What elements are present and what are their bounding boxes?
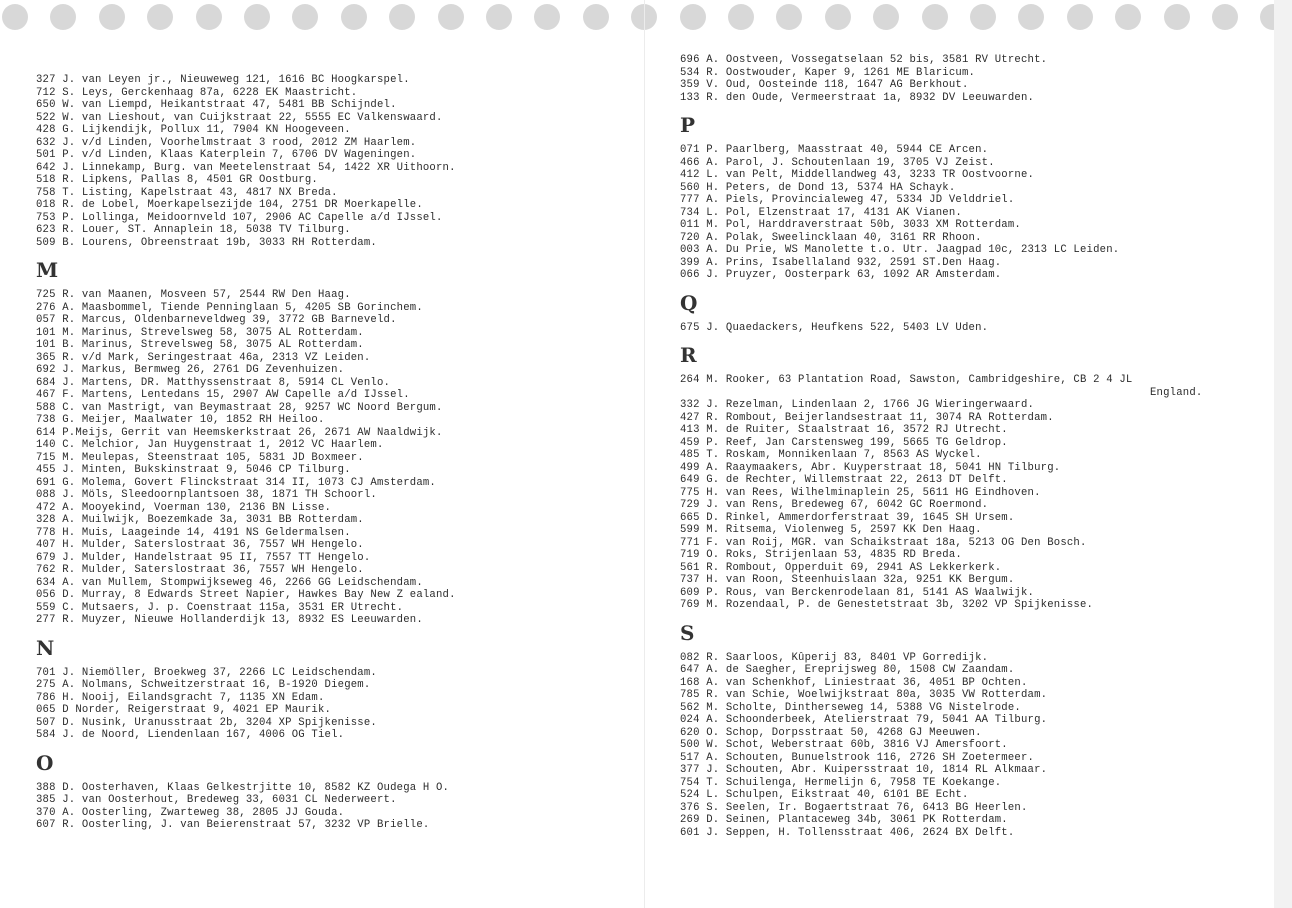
member-entry: 275 A. Nolmans, Schweitzerstraat 16, B-1920 Diegem. xyxy=(36,679,371,691)
member-entry: 696 A. Oostveen, Vossegatselaan 52 bis, 3581 RV Utrecht. xyxy=(680,54,1048,66)
member-entry: 407 H. Mulder, Saterslostraat 36, 7557 WH Hengelo. xyxy=(36,539,364,551)
member-entry: 623 R. Louer, ST. Annaplein 18, 5038 TV Tilburg. xyxy=(36,224,351,236)
member-entry: 777 A. Piels, Provincialeweg 47, 5334 JD Velddriel. xyxy=(680,194,1015,206)
binder-hole xyxy=(922,4,948,30)
member-entry: 785 R. van Schie, Woelwijkstraat 80a, 3035 VW Rotterdam. xyxy=(680,689,1048,701)
section-letter: S xyxy=(680,620,695,645)
member-entry: 560 H. Peters, de Dond 13, 5374 HA Schayk. xyxy=(680,181,956,194)
binder-hole xyxy=(341,4,367,30)
member-entry: 719 O. Roks, Strijenlaan 53, 4835 RD Breda. xyxy=(680,549,962,561)
member-entry: 066 J. Pruyzer, Oosterpark 63, 1092 AR Amsterdam. xyxy=(680,269,1002,281)
member-entry: 018 R. de Lobel, Moerkapelsezijde 104, 2751 DR Moerkapelle. xyxy=(36,199,423,211)
binder-hole xyxy=(583,4,609,30)
binder-hole xyxy=(1067,4,1093,30)
member-entry: 634 A. van Mullem, Stompwijkseweg 46, 2266 GG Leidschendam. xyxy=(36,576,423,589)
right-column xyxy=(680,54,1280,839)
binder-hole xyxy=(50,4,76,30)
member-entry: 738 G. Meijer, Maalwater 10, 1852 RH Heiloo. xyxy=(36,414,325,426)
member-entry: 588 C. van Mastrigt, van Beymastraat 28, 9257 WC Noord Bergum. xyxy=(36,401,443,414)
member-entry: 057 R. Marcus, Oldenbarneveldweg 39, 3772 GB Barneveld. xyxy=(36,314,397,326)
member-entry: 769 M. Rozendaal, P. de Genestetstraat 3b, 3202 VP Spijkenisse. xyxy=(680,599,1094,611)
member-entry: 737 H. van Roon, Steenhuislaan 32a, 9251 KK Bergum. xyxy=(680,574,1015,586)
binder-hole xyxy=(2,4,28,30)
binder-hole xyxy=(776,4,802,30)
member-entry: 065 D Norder, Reigerstraat 9, 4021 EP Maurik. xyxy=(36,704,332,716)
binder-hole xyxy=(486,4,512,30)
member-entry: 725 R. van Maanen, Mosveen 57, 2544 RW Den Haag. xyxy=(36,289,351,301)
left-column xyxy=(36,74,636,832)
member-entry: 385 J. van Oosterhout, Bredeweg 33, 6031 CL Nederweert. xyxy=(36,794,397,806)
page-fold xyxy=(644,0,645,908)
member-entry: 327 J. van Leyen jr., Nieuweweg 121, 1616 BC Hoogkarspel. xyxy=(36,74,410,86)
member-entry: 715 M. Meulepas, Steenstraat 105, 5831 JD Boxmeer. xyxy=(36,451,364,464)
member-entry: 269 D. Seinen, Plantaceweg 34b, 3061 PK Rotterdam. xyxy=(680,814,1008,826)
member-entry: 399 A. Prins, Isabellaland 932, 2591 ST.Den Haag. xyxy=(680,256,1002,269)
member-entry: 011 M. Pol, Harddraverstraat 50b, 3033 XM Rotterdam. xyxy=(680,219,1021,231)
member-entry: 778 H. Muis, Laageinde 14, 4191 NS Geldermalsen. xyxy=(36,526,351,539)
member-entry: 607 R. Oosterling, J. van Beierenstraat 57, 3232 VP Brielle. xyxy=(36,819,430,831)
member-entry: 786 H. Nooij, Eilandsgracht 7, 1135 XN Edam. xyxy=(36,691,325,704)
member-entry: 388 D. Oosterhaven, Klaas Gelkestrjitte 10, 8582 KZ Oudega H O. xyxy=(36,781,450,794)
member-entry: 762 R. Mulder, Saterslostraat 36, 7557 WH Hengelo. xyxy=(36,564,364,576)
member-entry: 522 W. van Lieshout, van Cuijkstraat 22, 5555 EC Valkenswaard. xyxy=(36,111,443,124)
member-entry: 455 J. Minten, Bukskinstraat 9, 5046 CP Tilburg. xyxy=(36,464,351,476)
member-entry: 620 O. Schop, Dorpsstraat 50, 4268 GJ Meeuwen. xyxy=(680,726,982,739)
binder-hole xyxy=(1018,4,1044,30)
member-entry: 276 A. Maasbommel, Tiende Penninglaan 5, 4205 SB Gorinchem. xyxy=(36,301,423,314)
member-entry: 584 J. de Noord, Liendenlaan 167, 4006 OG Tiel. xyxy=(36,729,345,741)
binder-hole xyxy=(825,4,851,30)
member-entry: 712 S. Leys, Gerckenhaag 87a, 6228 EK Maastricht. xyxy=(36,86,358,99)
member-entry: 517 A. Schouten, Bunuelstrook 116, 2726 SH Zoetermeer. xyxy=(680,751,1035,764)
member-entry: England. xyxy=(1150,386,1203,399)
binder-hole xyxy=(1115,4,1141,30)
member-entry: 277 R. Muyzer, Nieuwe Hollanderdijk 13, 8932 ES Leeuwarden. xyxy=(36,614,423,626)
binder-hole xyxy=(389,4,415,30)
member-entry: 647 A. de Saegher, Ereprijsweg 80, 1508 CW Zaandam. xyxy=(680,664,1015,676)
member-entry: 650 W. van Liempd, Heikantstraat 47, 5481 BB Schijndel. xyxy=(36,99,397,111)
member-entry: 775 H. van Rees, Wilhelminaplein 25, 5611 HG Eindhoven. xyxy=(680,486,1041,499)
member-entry: 601 J. Seppen, H. Tollensstraat 406, 2624 BX Delft. xyxy=(680,826,1015,839)
member-entry: 500 W. Schot, Weberstraat 60b, 3816 VJ Amersfoort. xyxy=(680,739,1008,751)
binder-hole xyxy=(970,4,996,30)
binder-hole xyxy=(873,4,899,30)
member-entry: 003 A. Du Prie, WS Manolette t.o. Utr. Jaagpad 10c, 2313 LC Leiden. xyxy=(680,244,1120,256)
member-entry: 056 D. Murray, 8 Edwards Street Napier, Hawkes Bay New Z ealand. xyxy=(36,589,456,601)
member-entry: 088 J. Möls, Sleedoornplantsoen 38, 1871 TH Schoorl. xyxy=(36,489,377,501)
member-entry: 082 R. Saarloos, Kûperij 83, 8401 VP Gorredijk. xyxy=(680,651,989,664)
member-entry: 559 C. Mutsaers, J. p. Coenstraat 115a, 3531 ER Utrecht. xyxy=(36,601,404,614)
member-entry: 413 M. de Ruiter, Staalstraat 16, 3572 RJ Utrecht. xyxy=(680,424,1008,436)
binder-hole xyxy=(196,4,222,30)
member-entry: 412 L. van Pelt, Middellandweg 43, 3233 TR Oostvoorne. xyxy=(680,169,1035,181)
member-entry: 376 S. Seelen, Ir. Bogaertstraat 76, 6413 BG Heerlen. xyxy=(680,801,1028,814)
section-letter: O xyxy=(36,750,54,775)
member-entry: 507 D. Nusink, Uranusstraat 2b, 3204 XP Spijkenisse. xyxy=(36,716,377,729)
binder-hole xyxy=(292,4,318,30)
member-entry: 328 A. Muilwijk, Boezemkade 3a, 3031 BB Rotterdam. xyxy=(36,514,364,526)
binder-hole xyxy=(99,4,125,30)
member-entry: 467 F. Martens, Lentedans 15, 2907 AW Capelle a/d IJssel. xyxy=(36,389,410,401)
member-entry: 499 A. Raaymaakers, Abr. Kuyperstraat 18, 5041 HN Tilburg. xyxy=(680,461,1061,474)
member-entry: 332 J. Rezelman, Lindenlaan 2, 1766 JG Wieringerwaard. xyxy=(680,399,1035,411)
binder-hole xyxy=(728,4,754,30)
member-entry: 466 A. Parol, J. Schoutenlaan 19, 3705 VJ Zeist. xyxy=(680,156,995,169)
member-entry: 518 R. Lipkens, Pallas 8, 4501 GR Oostburg. xyxy=(36,174,318,186)
section-letter: Q xyxy=(680,290,698,315)
member-entry: 720 A. Polak, Sweelincklaan 40, 3161 RR Rhoon. xyxy=(680,231,982,244)
member-entry: 168 A. van Schenkhof, Liniestraat 36, 4051 BP Ochten. xyxy=(680,676,1028,689)
member-entry: 264 M. Rooker, 63 Plantation Road, Sawston, Cambridgeshire, CB 2 4 JL xyxy=(680,374,1133,386)
member-entry: 365 R. v/d Mark, Seringestraat 46a, 2313 VZ Leiden. xyxy=(36,351,371,364)
member-entry: 485 T. Roskam, Monnikenlaan 7, 8563 AS Wyckel. xyxy=(680,449,982,461)
member-entry: 101 B. Marinus, Strevelsweg 58, 3075 AL Rotterdam. xyxy=(36,339,364,351)
member-entry: 562 M. Scholte, Dintherseweg 14, 5388 VG Nistelrode. xyxy=(680,701,1021,714)
member-entry: 692 J. Markus, Bermweg 26, 2761 DG Zevenhuizen. xyxy=(36,364,345,376)
member-entry: 427 R. Rombout, Beijerlandsestraat 11, 3074 RA Rotterdam. xyxy=(680,411,1054,424)
member-entry: 642 J. Linnekamp, Burg. van Meetelenstraat 54, 1422 XR Uithoorn. xyxy=(36,161,456,174)
binder-hole xyxy=(244,4,270,30)
member-entry: 024 A. Schoonderbeek, Atelierstraat 79, 5041 AA Tilburg. xyxy=(680,714,1048,726)
member-entry: 684 J. Martens, DR. Matthyssenstraat 8, 5914 CL Venlo. xyxy=(36,376,391,389)
member-entry: 509 B. Lourens, Obreenstraat 19b, 3033 RH Rotterdam. xyxy=(36,236,377,249)
member-entry: 679 J. Mulder, Handelstraat 95 II, 7557 TT Hengelo. xyxy=(36,551,371,564)
binder-hole xyxy=(680,4,706,30)
member-entry: 665 D. Rinkel, Ammerdorferstraat 39, 1645 SH Ursem. xyxy=(680,511,1015,524)
member-entry: 758 T. Listing, Kapelstraat 43, 4817 NX Breda. xyxy=(36,186,338,199)
member-entry: 649 G. de Rechter, Willemstraat 22, 2613 DT Delft. xyxy=(680,474,1008,486)
member-entry: 428 G. Lijkendijk, Pollux 11, 7904 KN Hoogeveen. xyxy=(36,124,351,136)
member-entry: 734 L. Pol, Elzenstraat 17, 4131 AK Vianen. xyxy=(680,206,962,219)
member-entry: 377 J. Schouten, Abr. Kuipersstraat 10, 1814 RL Alkmaar. xyxy=(680,764,1048,776)
member-entry: 501 P. v/d Linden, Klaas Katerplein 7, 6706 DV Wageningen. xyxy=(36,149,417,161)
binder-hole xyxy=(534,4,560,30)
member-entry: 632 J. v/d Linden, Voorhelmstraat 3 rood, 2012 ZM Haarlem. xyxy=(36,136,417,149)
member-entry: 472 A. Mooyekind, Voerman 130, 2136 BN Lisse. xyxy=(36,501,332,514)
binder-holes xyxy=(0,4,1292,34)
member-entry: 459 P. Reef, Jan Carstensweg 199, 5665 TG Geldrop. xyxy=(680,436,1008,449)
member-entry: 771 F. van Roij, MGR. van Schaikstraat 18a, 5213 OG Den Bosch. xyxy=(680,536,1087,549)
member-entry: 729 J. van Rens, Bredeweg 67, 6042 GC Roermond. xyxy=(680,499,989,511)
member-entry: 753 P. Lollinga, Meidoornveld 107, 2906 AC Capelle a/d IJssel. xyxy=(36,211,443,224)
member-entry: 599 M. Ritsema, Violenweg 5, 2597 KK Den Haag. xyxy=(680,524,982,536)
section-letter: P xyxy=(680,113,696,137)
section-letter: N xyxy=(36,635,55,660)
binder-hole xyxy=(438,4,464,30)
member-entry: 614 P.Meijs, Gerrit van Heemskerkstraat 26, 2671 AW Naaldwijk. xyxy=(36,426,443,439)
section-letter: R xyxy=(680,343,697,367)
member-entry: 534 R. Oostwouder, Kaper 9, 1261 ME Blaricum. xyxy=(680,66,976,79)
section-letter: M xyxy=(36,258,59,282)
binder-hole xyxy=(147,4,173,30)
binder-hole xyxy=(1212,4,1238,30)
member-entry: 754 T. Schuilenga, Hermelijn 6, 7958 TE Koekange. xyxy=(680,776,1002,789)
member-entry: 675 J. Quaedackers, Heufkens 522, 5403 LV Uden. xyxy=(680,321,989,334)
binder-hole xyxy=(1164,4,1190,30)
member-entry: 133 R. den Oude, Vermeerstraat 1a, 8932 DV Leeuwarden. xyxy=(680,91,1035,104)
member-entry: 561 R. Rombout, Opperduit 69, 2941 AS Lekkerkerk. xyxy=(680,561,1002,574)
member-entry: 691 G. Molema, Govert Flinckstraat 314 II, 1073 CJ Amsterdam. xyxy=(36,476,436,489)
member-entry: 101 M. Marinus, Strevelsweg 58, 3075 AL Rotterdam. xyxy=(36,326,364,339)
member-entry: 701 J. Niemöller, Broekweg 37, 2266 LC Leidschendam. xyxy=(36,666,377,679)
member-entry: 524 L. Schulpen, Eikstraat 40, 6101 BE Echt. xyxy=(680,789,969,801)
member-entry: 359 V. Oud, Oosteinde 118, 1647 AG Berkhout. xyxy=(680,79,969,91)
member-entry: 370 A. Oosterling, Zwarteweg 38, 2805 JJ Gouda. xyxy=(36,806,345,819)
member-entry: 071 P. Paarlberg, Maasstraat 40, 5944 CE Arcen. xyxy=(680,144,989,156)
member-entry: 140 C. Melchior, Jan Huygenstraat 1, 2012 VC Haarlem. xyxy=(36,439,384,451)
member-entry: 609 P. Rous, van Berckenrodelaan 81, 5141 AS Waalwijk. xyxy=(680,586,1035,599)
